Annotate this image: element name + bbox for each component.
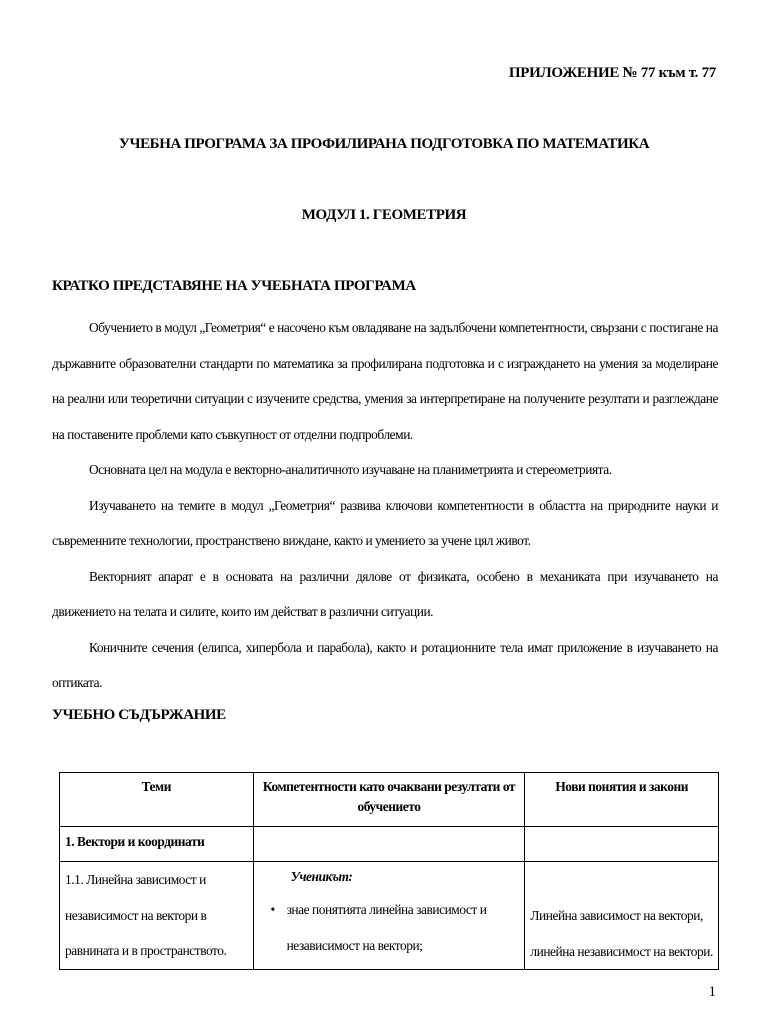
competence-item	[259, 892, 520, 963]
concepts-text: Линейна зависимост на вектори, линейна независимост на вектори.	[530, 908, 713, 959]
header-topics: Теми	[60, 773, 254, 827]
intro-paragraph: Векторният апарат е в основата на различни дялове от физиката, особено в механиката при изучаването на движението на телата и силите, които им действат в различни ситуации.	[52, 568, 718, 619]
intro-body	[52, 310, 718, 701]
header-competences: Компетентности като очаквани резултати от обучението	[253, 773, 525, 827]
curriculum-table	[59, 772, 719, 970]
empty-cell	[253, 827, 525, 862]
bullet-icon: •	[270, 902, 275, 917]
table-header-row	[60, 773, 719, 827]
intro-paragraph: Основната цел на модула е векторно-аналитичното изучаване на планиметрията и стереометрията.	[89, 462, 612, 477]
table-section-row	[60, 827, 719, 862]
program-title: УЧЕБНА ПРОГРАМА ЗА ПРОФИЛИРАНА ПОДГОТОВКА ПО МАТЕМАТИКА	[118, 136, 650, 152]
module-title: МОДУЛ 1. ГЕОМЕТРИЯ	[301, 207, 467, 223]
content-heading: УЧЕБНО СЪДЪРЖАНИЕ	[52, 707, 226, 723]
section-title: 1. Вектори и координати	[60, 827, 254, 862]
table-row	[60, 862, 719, 970]
page-number: 1	[708, 984, 716, 1000]
appendix-label: ПРИЛОЖЕНИЕ № 77 към т. 77	[508, 65, 716, 81]
competence-cell	[253, 862, 525, 970]
intro-paragraph: Изучаването на темите в модул „Геометрия“ развива ключови компетентности в областта на природните науки и съвременните технологии, пространствено виждане, както и умението за учене цял живот.	[52, 497, 718, 548]
empty-cell	[525, 827, 719, 862]
student-label: Ученикът:	[290, 869, 353, 884]
concepts-cell	[525, 862, 719, 970]
intro-paragraph: Коничните сечения (елипса, хипербола и парабола), както и ротационните тела имат приложение в изучаването на оптиката.	[52, 639, 718, 690]
competence-text: знае понятията линейна зависимост и независимост на вектори;	[286, 902, 487, 953]
header-concepts: Нови понятия и закони	[525, 773, 719, 827]
intro-paragraph: Обучението в модул „Геометрия“ е насочено към овладяване на задълбочени компетентности, свързани с постигане на държавните образователни стандарти по математика за профилирана подготовка и с изграждането на умения за моделиране на реални или теоретични ситуации с изучените средства, умения за интерпретиране на получените резултати и разглеждане на поставените проблеми като съвкупност от отделни подпроблеми.	[52, 320, 718, 442]
topic-cell: 1.1. Линейна зависимост и независимост на вектори в равнината и в пространството.	[60, 862, 254, 970]
intro-heading: КРАТКО ПРЕДСТАВЯНЕ НА УЧЕБНАТА ПРОГРАМА	[52, 278, 416, 294]
